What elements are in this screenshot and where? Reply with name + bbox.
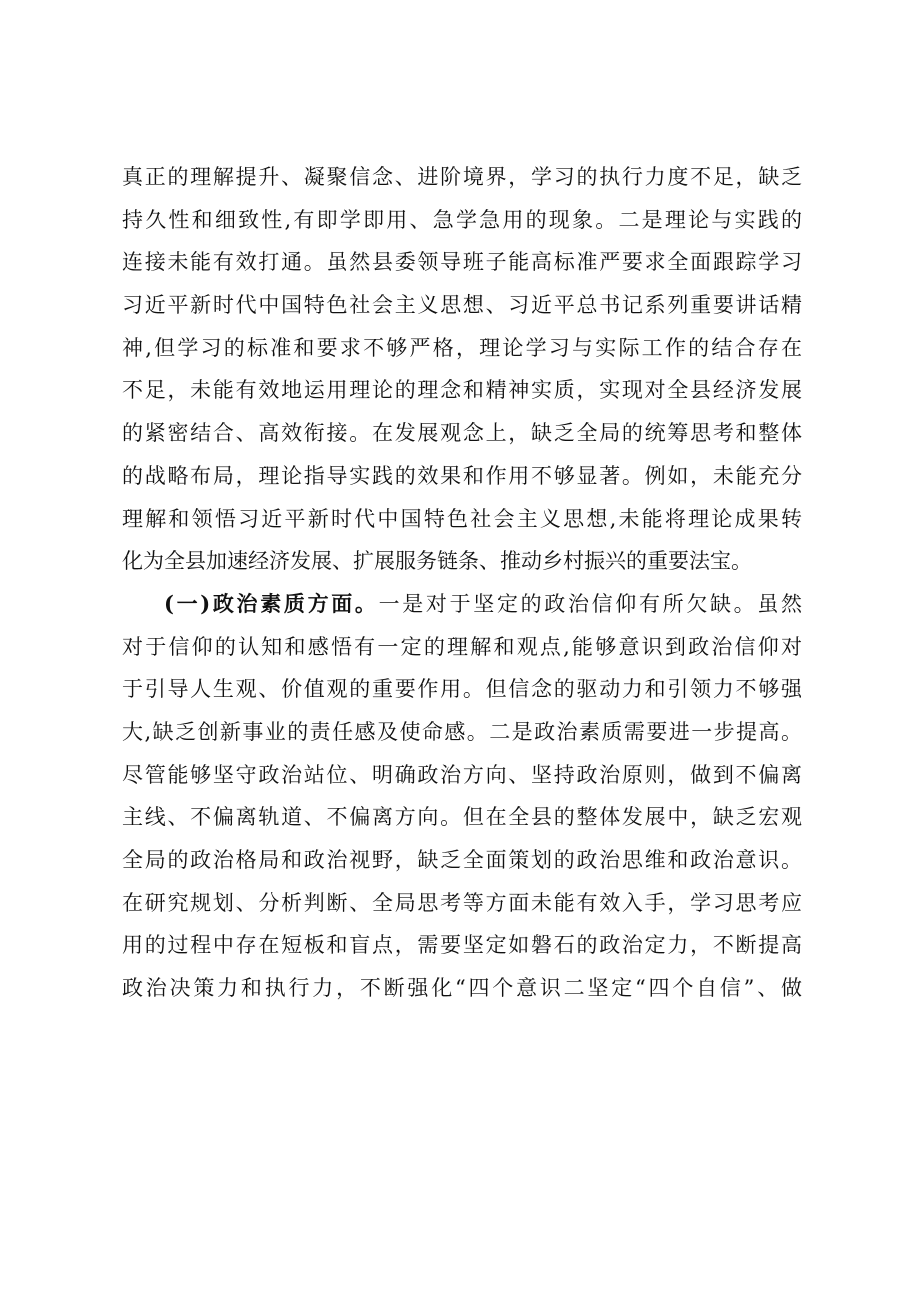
text-line: 全局的政治格局和政治视野，缺乏全面策划的政治思维和政治意识。 bbox=[122, 848, 802, 872]
text-line: 的战略布局，理论指导实践的效果和作用不够显著。例如，未能充分 bbox=[122, 463, 802, 488]
section-heading: (一)政治素质方面。 bbox=[164, 590, 379, 616]
text-line: 于引导人生观、价值观的重要作用。但信念的驱动力和引领力不够强 bbox=[122, 677, 802, 702]
text-line: 习近平新时代中国特色社会主义思想、习近平总书记系列重要讲话精 bbox=[122, 293, 802, 318]
text-line: 持久性和细致性,有即学即用、急学急用的现象。二是理论与实践的 bbox=[122, 207, 802, 232]
text-line: 连接未能有效打通。虽然县委领导班子能高标准严要求全面跟踪学习 bbox=[122, 250, 802, 275]
text-line: 主线、不偏离轨道、不偏离方向。但在全县的整体发展中，缺乏宏观 bbox=[122, 805, 802, 830]
text-line: 用的过程中存在短板和盲点，需要坚定如磐石的政治定力，不断提高 bbox=[122, 933, 802, 958]
text-line: 神,但学习的标准和要求不够严格，理论学习与实际工作的结合存在 bbox=[122, 335, 802, 360]
paragraph-political-quality bbox=[122, 583, 802, 1010]
document-body bbox=[122, 156, 802, 1010]
text-line: 化为全县加速经济发展、扩展服务链条、推动乡村振兴的重要法宝。 bbox=[122, 549, 752, 574]
text-span: 一是对于坚定的政治信仰有所欠缺。虽然 bbox=[378, 591, 803, 616]
text-line: 不足，未能有效地运用理论的理念和精神实质，实现对全县经济发展 bbox=[122, 378, 802, 403]
text-line: 理解和领悟习近平新时代中国特色社会主义思想,未能将理论成果转 bbox=[122, 506, 802, 531]
text-line: 真正的理解提升、凝聚信念、进阶境界，学习的执行力度不足，缺乏 bbox=[122, 165, 802, 189]
text-line: 对于信仰的认知和感悟有一定的理解和观点,能够意识到政治信仰对 bbox=[122, 634, 802, 659]
text-line: 尽管能够坚守政治站位、明确政治方向、坚持政治原则，做到不偏离 bbox=[122, 762, 802, 787]
text-line: 大,缺乏创新事业的责任感及使命感。二是政治素质需要进一步提高。 bbox=[122, 719, 802, 744]
text-line: 的紧密结合、高效衔接。在发展观念上，缺乏全局的统筹思考和整体 bbox=[122, 421, 802, 446]
paragraph-theory-practice bbox=[122, 156, 802, 583]
text-line: 在研究规划、分析判断、全局思考等方面未能有效入手，学习思考应 bbox=[122, 890, 802, 915]
text-line-first bbox=[122, 583, 802, 626]
text-line: 政治决策力和执行力，不断强化“四个意识二坚定“四个自信”、做 bbox=[122, 976, 802, 1001]
